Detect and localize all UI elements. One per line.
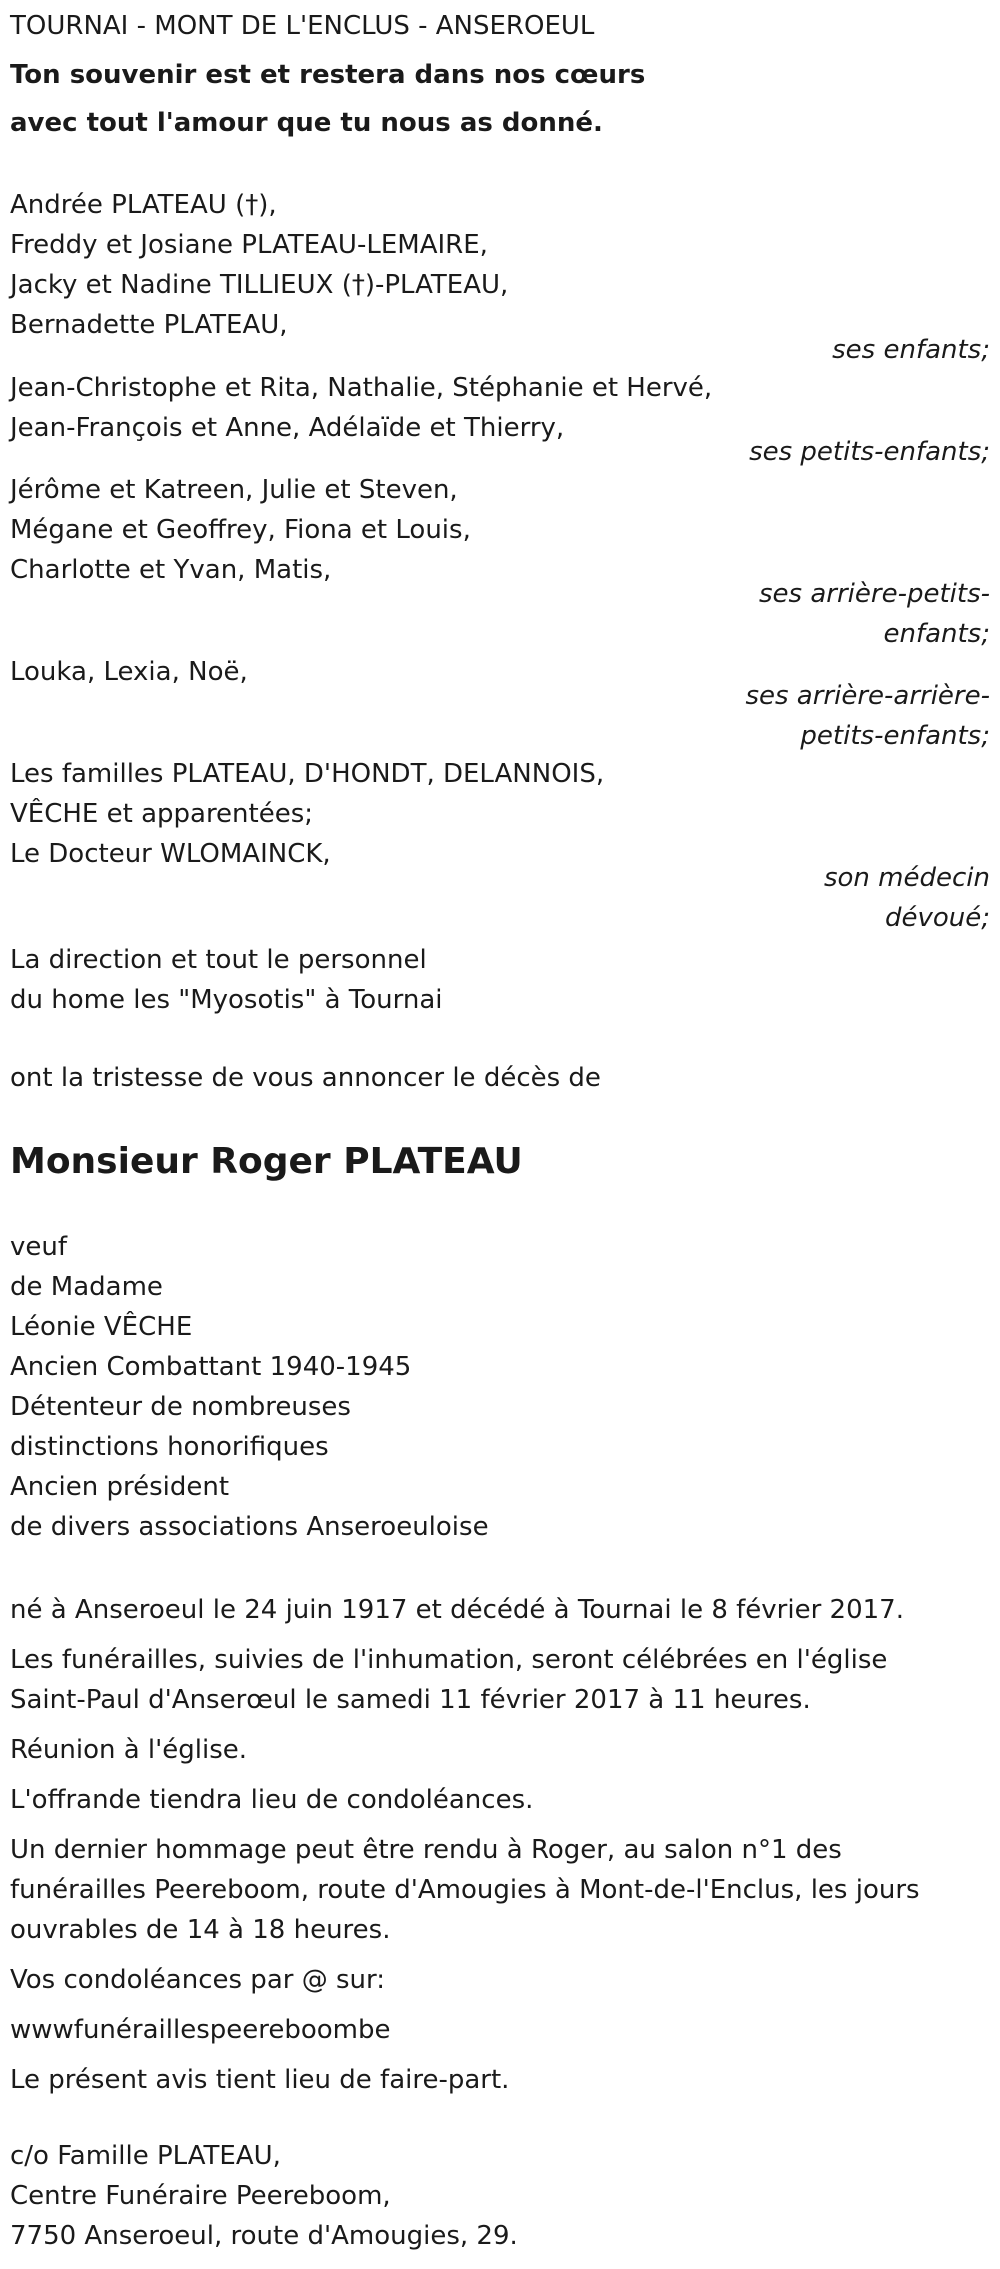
- condolences-website: wwwfunéraillespeereboombe: [10, 2015, 391, 2045]
- great-grandchild-line: Charlotte et Yvan, Matis,: [10, 555, 332, 585]
- family-line: Les familles PLATEAU, D'HONDT, DELANNOIS,: [10, 759, 605, 789]
- offering-text: L'offrande tiendra lieu de condoléances.: [10, 1785, 534, 1815]
- relation-label: dévoué;: [884, 903, 990, 933]
- tribute-text: funérailles Peereboom, route d'Amougies à Mont-de-l'Enclus, les jours: [10, 1875, 920, 1905]
- great-grandchildren-list: [10, 470, 990, 590]
- family-line: VÊCHE et apparentées;: [10, 799, 314, 829]
- funeral-info: [10, 1590, 990, 2100]
- detail-line: veuf: [10, 1232, 68, 1262]
- contact-address: [10, 2136, 990, 2256]
- children-list: [10, 185, 990, 345]
- detail-line: de Madame: [10, 1272, 163, 1302]
- funeral-text: Saint-Paul d'Anserœul le samedi 11 février 2017 à 11 heures.: [10, 1685, 811, 1715]
- grandchild-line: Jean-Christophe et Rita, Nathalie, Stéphanie et Hervé,: [10, 373, 713, 403]
- relation-label: petits-enfants;: [800, 721, 990, 751]
- quote-line-2: avec tout l'amour que tu nous as donné.: [10, 108, 603, 138]
- relation-label: enfants;: [883, 619, 990, 649]
- condolences-text: Vos condoléances par @ sur:: [10, 1965, 385, 1995]
- great-grandchild-line: Jérôme et Katreen, Julie et Steven,: [10, 475, 458, 505]
- child-line: Jacky et Nadine TILLIEUX (†)-PLATEAU,: [10, 270, 509, 300]
- relation-label: ses enfants;: [832, 335, 990, 365]
- funeral-text: Les funérailles, suivies de l'inhumation, seront célébrées en l'église: [10, 1645, 888, 1675]
- detail-line: distinctions honorifiques: [10, 1432, 329, 1462]
- relation-label: ses petits-enfants;: [749, 437, 990, 467]
- tribute-text: Un dernier hommage peut être rendu à Roger, au salon n°1 des: [10, 1835, 842, 1865]
- relation-label: ses arrière-arrière-: [745, 681, 990, 711]
- great-great-grandchild-line: Louka, Lexia, Noë,: [10, 657, 248, 687]
- children-relation: [690, 330, 990, 370]
- deceased-name-block: [10, 1137, 990, 1187]
- great-great-grandchildren-relation: [690, 676, 990, 756]
- home-line: du home les "Myosotis" à Tournai: [10, 985, 443, 1015]
- child-line: Freddy et Josiane PLATEAU-LEMAIRE,: [10, 230, 488, 260]
- address-line: Centre Funéraire Peereboom,: [10, 2181, 391, 2211]
- location-line: TOURNAI - MONT DE L'ENCLUS - ANSEROEUL: [10, 11, 595, 41]
- detail-line: Ancien président: [10, 1472, 230, 1502]
- relation-label: ses arrière-petits-: [759, 579, 990, 609]
- announcement-text: ont la tristesse de vous annoncer le décès de: [10, 1063, 601, 1093]
- great-grandchildren-relation: [690, 574, 990, 654]
- relation-label: son médecin: [823, 863, 990, 893]
- tribute-text: ouvrables de 14 à 18 heures.: [10, 1915, 391, 1945]
- detail-line: Ancien Combattant 1940-1945: [10, 1352, 412, 1382]
- grandchild-line: Jean-François et Anne, Adélaïde et Thierry,: [10, 413, 565, 443]
- grandchildren-relation: [690, 432, 990, 472]
- notice-text: Le présent avis tient lieu de faire-part.: [10, 2065, 510, 2095]
- doctor-relation: [690, 858, 990, 938]
- families-list: [10, 754, 990, 874]
- home-line: La direction et tout le personnel: [10, 945, 427, 975]
- quote: [10, 55, 990, 143]
- quote-line-1: Ton souvenir est et restera dans nos cœurs: [10, 60, 646, 90]
- detail-line: de divers associations Anseroeuloise: [10, 1512, 489, 1542]
- header: [10, 6, 990, 46]
- detail-line: Détenteur de nombreuses: [10, 1392, 351, 1422]
- birth-death-text: né à Anseroeul le 24 juin 1917 et décédé à Tournai le 8 février 2017.: [10, 1595, 904, 1625]
- great-grandchild-line: Mégane et Geoffrey, Fiona et Louis,: [10, 515, 471, 545]
- address-line: c/o Famille PLATEAU,: [10, 2141, 281, 2171]
- home-staff: [10, 940, 990, 1020]
- child-line: Andrée PLATEAU (†),: [10, 190, 277, 220]
- announcement: [10, 1058, 990, 1098]
- address-line: 7750 Anseroeul, route d'Amougies, 29.: [10, 2221, 518, 2251]
- child-line: Bernadette PLATEAU,: [10, 310, 288, 340]
- deceased-details: [10, 1227, 990, 1547]
- deceased-name: Monsieur Roger PLATEAU: [10, 1141, 523, 1182]
- family-line: Le Docteur WLOMAINCK,: [10, 839, 331, 869]
- meeting-text: Réunion à l'église.: [10, 1735, 248, 1765]
- detail-line: Léonie VÊCHE: [10, 1312, 193, 1342]
